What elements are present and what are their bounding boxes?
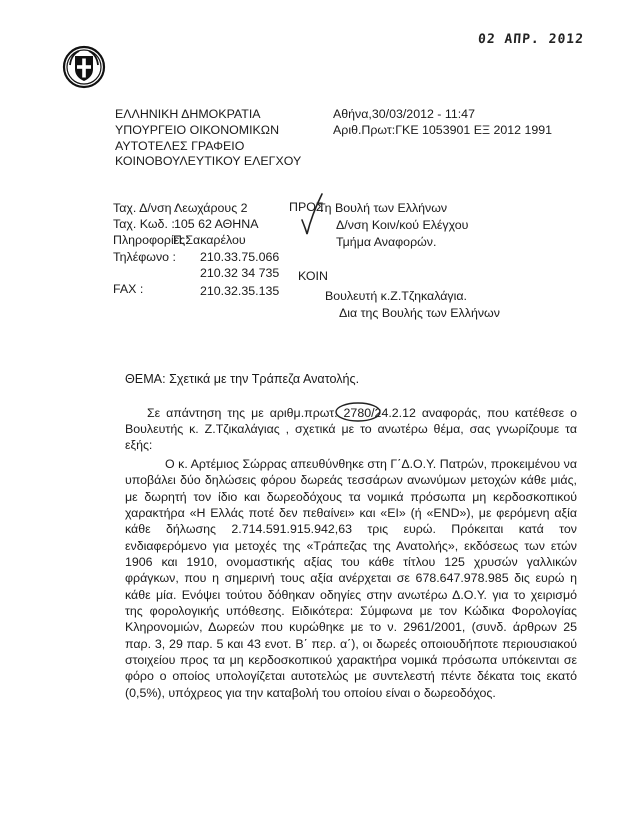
document-meta (333, 107, 552, 139)
received-stamp-date: 02 ΑΠΡ. 2012 (477, 32, 585, 47)
intro-text: Σε απάντηση της με αριθμ.πρωτ. 2780/24.2.12 αναφοράς, που κατέθεσε ο Βουλευτής κ. Ζ.Τζικαλάγιας , σχετικά με το ανωτέρω θέμα, σας γνωρίζουμε τα εξής: (125, 406, 577, 453)
body-text: Ο κ. Αρτέμιος Σώρρας απευθύνθηκε στη Γ΄Δ.Ο.Υ. Πατρών, προκειμένου να υποβάλει δύο δηλώσεις φόρου δωρεάς τεσσάρων ανωνύμων μετοχών κάθε μιάς, με δωρητή τον ίδιο και δωρεοδόχους τα νομικά πρόσωπα μη κερδοσκοπικού χαρακτήρα «Η Ελλάς ποτέ δεν πεθαίνει» και «EI» (ή «END»), με φερόμενη αξία κάθε δήλωσης 2.714.591.915.942,63 τρις ευρώ. Πρόκειται κατά τον ενδιαφερόμενο για μετοχές της «Τράπεζας της Ανατολής», εκδόσεως των ετών 1906 και 1910, ονομαστικής αξίας του κάθε τίτλου 125 χρυσών γαλλικών φράγκων, που η σημερινή τους αξία ανέρχεται σε 678.647.978.985 δις ευρώ η κάθε μία. Ενόψει τούτου δόθηκαν οδηγίες στην ανωτέρω Δ.Ο.Υ. για το χειρισμό της φορολογικής υπόθεσης. Ειδικότερα: Σύμφωνα με τον Κώδικα Φορολογίας Κληρονομιών, Δωρεών που κυρώθηκε με το ν. 2961/2001, (συνδ. άρθρων 25 παρ. 3, 29 παρ. 5 και 43 ενοτ. Β΄ περ. α΄), οι δωρεές οποιουδήποτε περιουσιακού στοιχείου προς τα μη κερδοσκοπικού χαρακτήρα νομικά πρόσωπα υπόκεινται σε φόρο ο οποίος υπολογίζεται αυτοτελώς με συντελεστή πέντε δέκατα τοις εκατό (0,5%), υπόχρεος για την καταβολή του οποίου είναι ο δωρεοδόχος. (125, 457, 577, 700)
contact-label: FAX : (113, 282, 144, 297)
recipient-line: Τμήμα Αναφορών. (336, 234, 437, 249)
contact-values (173, 200, 280, 299)
contact-value: 210.33.75.066 (200, 249, 280, 264)
recipient-block (318, 200, 468, 250)
contact-value: Λεωχάρους 2 (174, 201, 248, 215)
sender-line: ΕΛΛΗΝΙΚΗ ΔΗΜΟΚΡΑΤΙΑ (115, 107, 261, 121)
cc-label: ΚΟΙΝ (298, 269, 328, 283)
contact-label: Πληροφορίες: (113, 233, 189, 248)
sender-line: ΑΥΤΟΤΕΛΕΣ ΓΡΑΦΕΙΟ (115, 138, 245, 153)
subject-line: ΘΕΜΑ: Σχετικά με την Τράπεζα Ανατολής. (125, 372, 360, 386)
contact-value: 210.32 34 735 (200, 265, 280, 280)
cc-line: Δια της Βουλής των Ελλήνων (339, 306, 500, 320)
greek-coat-of-arms-icon (62, 45, 106, 89)
sender-header (115, 107, 301, 170)
recipient-label: ΠΡΟΣ (289, 200, 324, 214)
contact-value: Π.Σακαρέλου (173, 233, 246, 248)
cc-line: Βουλευτή κ.Ζ.Τζηκαλάγια. (325, 289, 467, 303)
contact-label: Ταχ. Δ/νση : (113, 201, 179, 215)
contact-label (113, 265, 189, 281)
contact-value: 105 62 ΑΘΗΝΑ (174, 217, 259, 232)
sender-line: ΥΠΟΥΡΓΕΙΟ ΟΙΚΟΝΟΜΙΚΩΝ (115, 122, 280, 137)
recipient-line: Δ/νση Κοιν/κού Ελέγχου (336, 217, 469, 232)
contact-label: Τηλέφωνο : (113, 249, 176, 264)
body-paragraph (125, 456, 577, 701)
recipient-line: Τη Βουλή των Ελλήνων (318, 201, 448, 215)
intro-paragraph (125, 405, 577, 454)
cc-block (325, 288, 500, 322)
protocol-line: Αριθ.Πρωτ:ΓΚΕ 1053901 ΕΞ 2012 1991 (333, 122, 553, 137)
date-line: Αθήνα,30/03/2012 - 11:47 (333, 107, 475, 121)
contact-value: 210.32.35.135 (200, 284, 280, 299)
sender-line: ΚΟΙΝΟΒΟΥΛΕΥΤΙΚΟΥ ΕΛΕΓΧΟΥ (115, 154, 302, 169)
contact-label: Ταχ. Κωδ. : (113, 217, 175, 232)
